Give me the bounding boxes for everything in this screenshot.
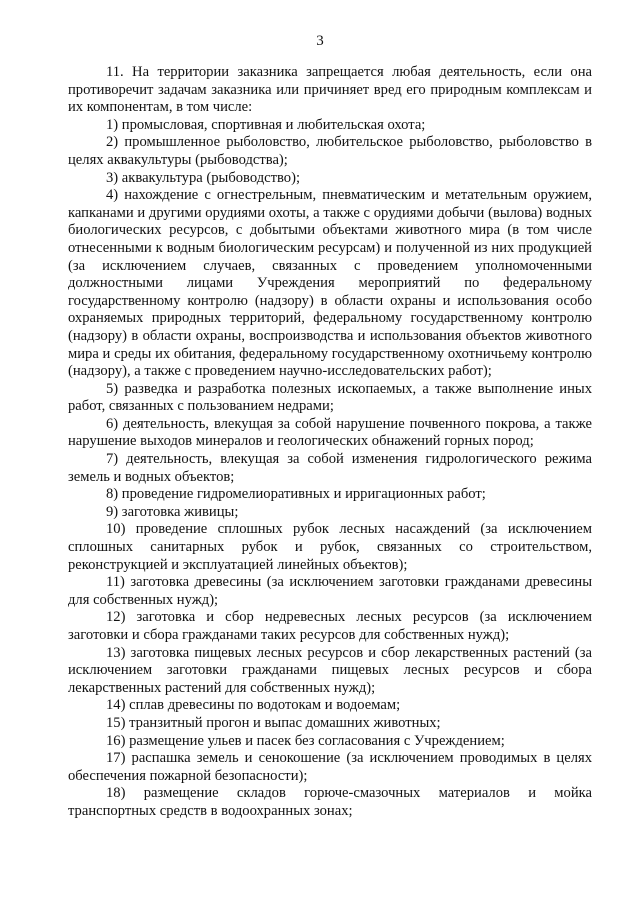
list-item-6: 6) деятельность, влекущая за собой нарушение почвенного покрова, а также нарушение выходов минералов и геологических обнажений горных пород; bbox=[68, 415, 592, 450]
list-item-17: 17) распашка земель и сенокошение (за исключением проводимых в целях обеспечения пожарной безопасности); bbox=[68, 750, 592, 784]
page-number: 3 bbox=[316, 33, 324, 49]
list-item-1: 1) промысловая, спортивная и любительская охота; bbox=[106, 116, 426, 133]
list-item-2: 2) промышленное рыболовство, любительское рыболовство, рыболовство в целях аквакультуры (рыбоводства); bbox=[68, 134, 592, 168]
list-item-15: 15) транзитный прогон и выпас домашних животных; bbox=[106, 714, 441, 731]
list-item-11: 11) заготовка древесины (за исключением заготовки гражданами древесины для собственных нужд); bbox=[68, 574, 592, 608]
list-item-5: 5) разведка и разработка полезных ископаемых, а также выполнение иных работ, связанных с пользованием недрами; bbox=[68, 380, 592, 415]
document-body bbox=[68, 64, 592, 821]
list-item-7: 7) деятельность, влекущая за собой изменения гидрологического режима земель и водных объектов; bbox=[68, 451, 592, 485]
paragraph-11-intro: 11. На территории заказника запрещается любая деятельность, если она противоречит задачам заказника или причиняет вред его природным комплексам и их компонентам, в том числе: bbox=[68, 64, 592, 116]
list-item-13: 13) заготовка пищевых лесных ресурсов и сбор лекарственных растений (за исключением заготовки гражданами пищевых лесных ресурсов и сбора лекарственных растений для собственных нужд); bbox=[68, 644, 592, 696]
list-item-12: 12) заготовка и сбор недревесных лесных ресурсов (за исключением заготовки и сбора гражданами таких ресурсов для собственных нужд); bbox=[68, 609, 592, 643]
list-item-4: 4) нахождение с огнестрельным, пневматическим и метательным оружием, капканами и другими орудиями охоты, а также с орудиями добычи (вылова) водных биологических ресурсов, с добытыми объектами животного мира (в том числе отнесенными к водным биологическим ресурсам) и полученной из них продукцией (за исключением случаев, связанных с проведением уполномоченными должностными лицами Учреждения мероприятий по федеральному государственному контролю (надзору) в области охраны и использования особо охраняемых природных территорий, федеральному государственному контролю (надзору) в области охраны, воспроизводства и использования объектов животного мира и среды их обитания, федеральному государственному охотничьему контролю (надзору), а также с проведением научно-исследовательских работ); bbox=[68, 187, 592, 380]
list-item-18: 18) размещение складов горюче-смазочных материалов и мойка транспортных средств в водоохранных зонах; bbox=[68, 785, 592, 819]
list-item-10: 10) проведение сплошных рубок лесных насаждений (за исключением сплошных санитарных рубок и рубок, связанных со строительством, реконструкцией и эксплуатацией линейных объектов); bbox=[68, 521, 592, 573]
list-item-16: 16) размещение ульев и пасек без согласования с Учреждением; bbox=[106, 732, 505, 749]
list-item-3: 3) аквакультура (рыбоводство); bbox=[106, 169, 301, 186]
list-item-9: 9) заготовка живицы; bbox=[106, 503, 239, 520]
list-item-8: 8) проведение гидромелиоративных и ирригационных работ; bbox=[106, 486, 486, 503]
list-item-14: 14) сплав древесины по водотокам и водоемам; bbox=[106, 697, 401, 714]
